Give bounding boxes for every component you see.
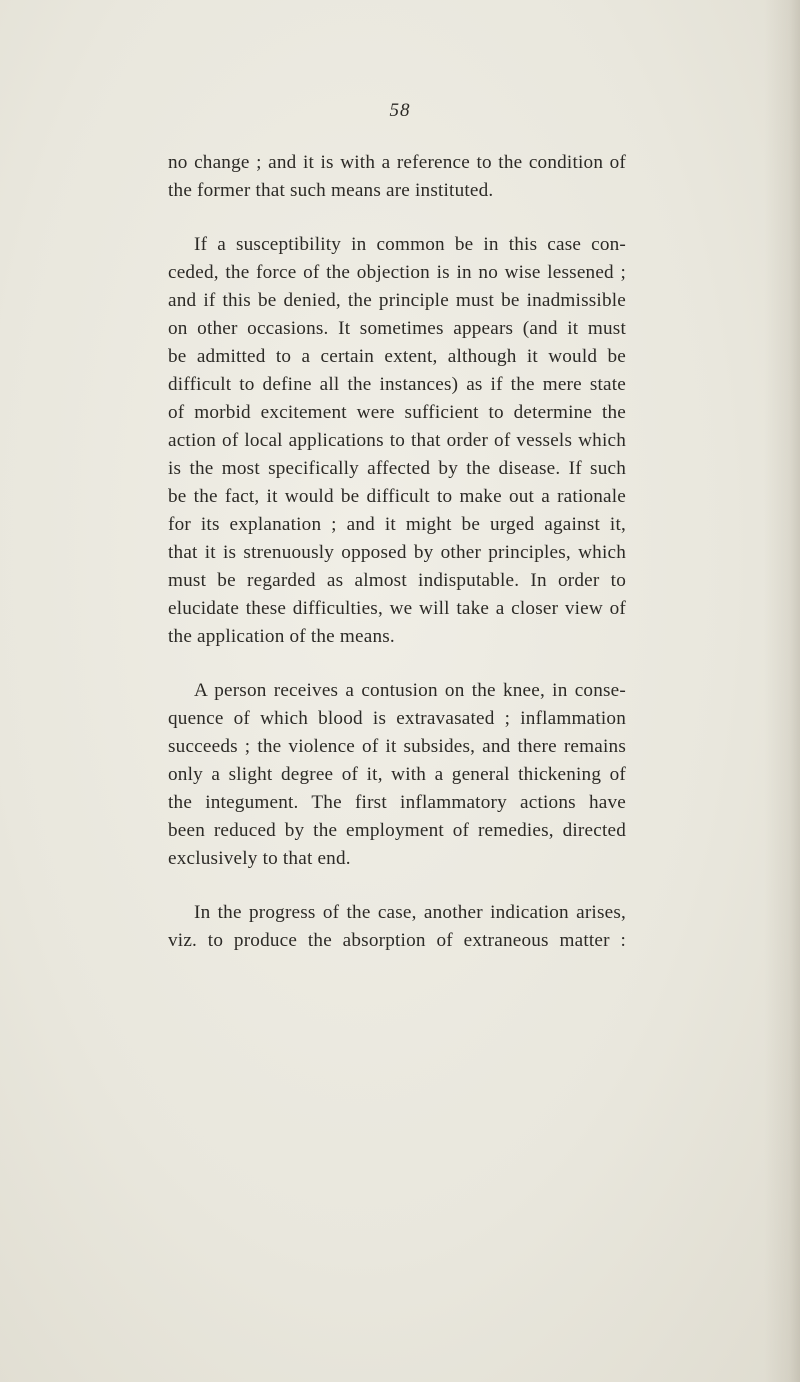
text-line: for its explanation ; and it might be urged against it,	[168, 514, 626, 535]
text-line: quence of which blood is extravasated ; inflammation	[168, 708, 626, 729]
text-line: must be regarded as almost indisputable. In order to	[168, 570, 626, 591]
text-line: A person receives a contusion on the knee, in conse-	[194, 680, 626, 701]
text-line: be admitted to a certain extent, although it would be	[168, 346, 626, 367]
page-number: 58	[389, 100, 411, 121]
paragraph-2	[168, 231, 626, 651]
text-line: viz. to produce the absorption of extraneous matter :	[168, 930, 626, 951]
text-line: the former that such means are instituted.	[168, 180, 494, 201]
text-line: that it is strenuously opposed by other principles, which	[168, 542, 626, 563]
paragraph-1	[168, 149, 626, 205]
text-line: the integument. The first inflammatory actions have	[168, 792, 626, 813]
page-edge-shadow	[764, 0, 800, 1382]
text-line: is the most specifically affected by the disease. If such	[168, 458, 626, 479]
text-line: the application of the means.	[168, 626, 395, 647]
text-line: exclusively to that end.	[168, 848, 351, 869]
text-line: If a susceptibility in common be in this case con-	[194, 234, 626, 255]
text-line: on other occasions. It sometimes appears (and it must	[168, 318, 626, 339]
body-text	[168, 149, 626, 955]
text-line: In the progress of the case, another indication arises,	[194, 902, 626, 923]
paragraph-4	[168, 899, 626, 955]
text-line: difficult to define all the instances) as if the mere state	[168, 374, 626, 395]
text-line: elucidate these difficulties, we will take a closer view of	[168, 598, 626, 619]
text-line: no change ; and it is with a reference to the condition of	[168, 152, 626, 173]
paragraph-3	[168, 677, 626, 873]
text-line: action of local applications to that order of vessels which	[168, 430, 626, 451]
text-line: ceded, the force of the objection is in no wise lessened ;	[168, 262, 626, 283]
text-line: been reduced by the employment of remedies, directed	[168, 820, 626, 841]
text-line: only a slight degree of it, with a general thickening of	[168, 764, 626, 785]
text-line: of morbid excitement were sufficient to determine the	[168, 402, 626, 423]
text-line: be the fact, it would be difficult to make out a rationale	[168, 486, 626, 507]
text-line: succeeds ; the violence of it subsides, and there remains	[168, 736, 626, 757]
text-line: and if this be denied, the principle must be inadmissible	[168, 290, 626, 311]
